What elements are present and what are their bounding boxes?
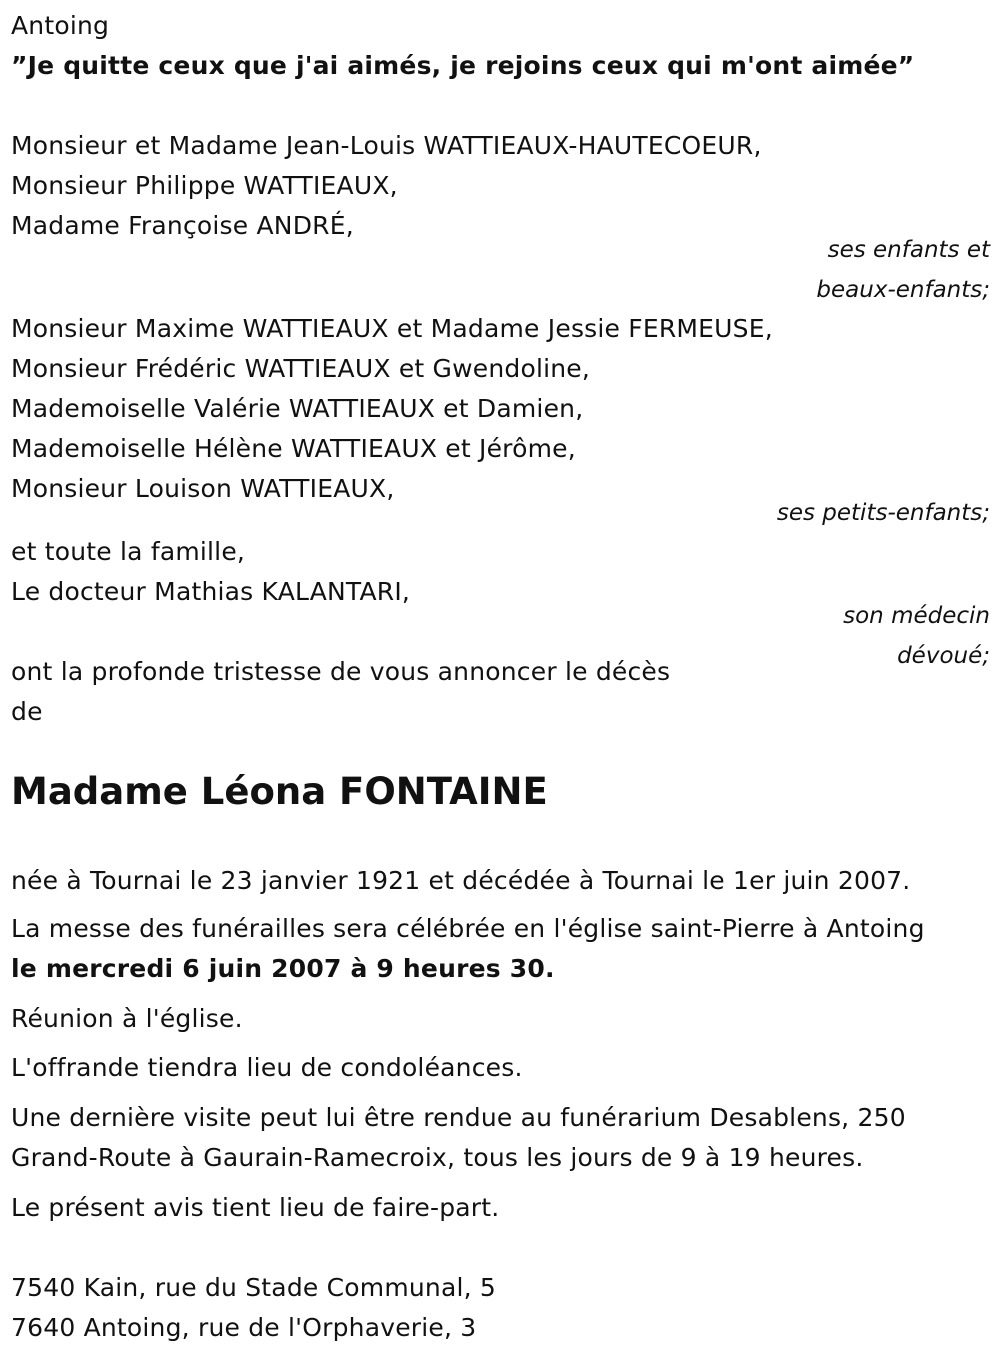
family-line: et toute la famille, bbox=[11, 537, 246, 566]
grandchildren-role: ses petits-enfants; bbox=[776, 500, 990, 526]
deceased-name: Madame Léona FONTAINE bbox=[11, 770, 548, 813]
doctor-role-2: dévoué; bbox=[897, 643, 990, 669]
grandchild-line-2: Monsieur Frédéric WATTIEAUX et Gwendoline, bbox=[11, 354, 591, 383]
address-line-1: 7540 Kain, rue du Stade Communal, 5 bbox=[11, 1273, 497, 1302]
announcement-line-1: ont la profonde tristesse de vous annoncer le décès bbox=[11, 657, 671, 686]
mass-line-2: le mercredi 6 juin 2007 à 9 heures 30. bbox=[11, 954, 555, 983]
address-line-2: 7640 Antoing, rue de l'Orphaverie, 3 bbox=[11, 1313, 477, 1342]
grandchild-line-4: Mademoiselle Hélène WATTIEAUX et Jérôme, bbox=[11, 434, 576, 463]
children-role-2: beaux-enfants; bbox=[816, 277, 990, 303]
grandchild-line-5: Monsieur Louison WATTIEAUX, bbox=[11, 474, 395, 503]
quote: ”Je quitte ceux que j'ai aimés, je rejoins ceux qui m'ont aimée” bbox=[11, 51, 915, 80]
birth-death-line: née à Tournai le 23 janvier 1921 et décédée à Tournai le 1er juin 2007. bbox=[11, 866, 911, 895]
meeting-line: Réunion à l'église. bbox=[11, 1004, 243, 1033]
grandchild-line-1: Monsieur Maxime WATTIEAUX et Madame Jessie FERMEUSE, bbox=[11, 314, 773, 343]
doctor-line: Le docteur Mathias KALANTARI, bbox=[11, 577, 411, 606]
visit-line-1: Une dernière visite peut lui être rendue au funérarium Desablens, 250 bbox=[11, 1103, 906, 1132]
announcement-line-2: de bbox=[11, 697, 43, 726]
place-heading: Antoing bbox=[11, 11, 110, 40]
children-line-1: Monsieur et Madame Jean-Louis WATTIEAUX-HAUTECOEUR, bbox=[11, 131, 762, 160]
mass-line-1: La messe des funérailles sera célébrée en l'église saint-Pierre à Antoing bbox=[11, 914, 925, 943]
offering-line: L'offrande tiendra lieu de condoléances. bbox=[11, 1053, 523, 1082]
notice-line: Le présent avis tient lieu de faire-part. bbox=[11, 1193, 500, 1222]
visit-line-2: Grand-Route à Gaurain-Ramecroix, tous les jours de 9 à 19 heures. bbox=[11, 1143, 864, 1172]
grandchild-line-3: Mademoiselle Valérie WATTIEAUX et Damien, bbox=[11, 394, 584, 423]
children-line-3: Madame Françoise ANDRÉ, bbox=[11, 211, 354, 240]
children-role-1: ses enfants et bbox=[827, 237, 990, 263]
doctor-role-1: son médecin bbox=[843, 603, 990, 629]
children-line-2: Monsieur Philippe WATTIEAUX, bbox=[11, 171, 398, 200]
